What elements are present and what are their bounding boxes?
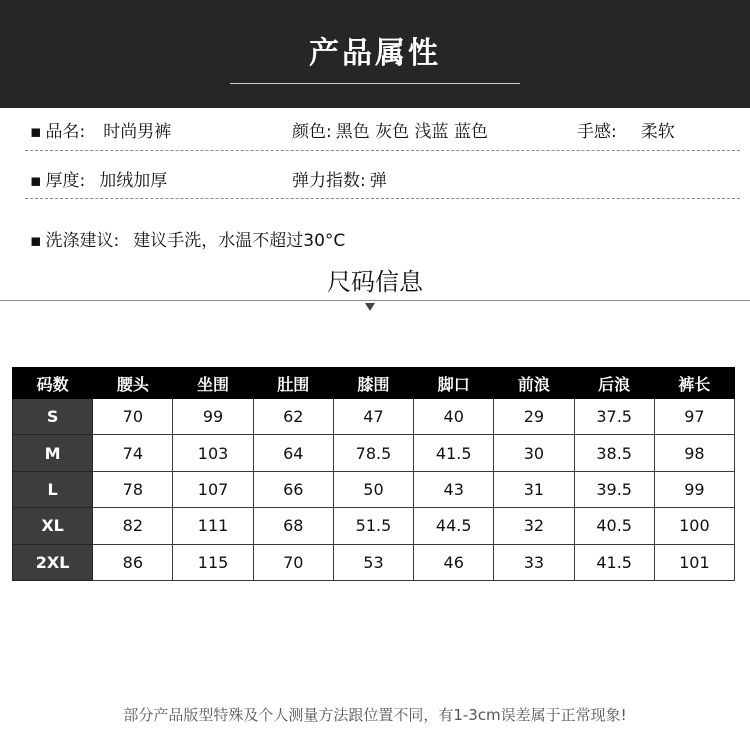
table-cell: 51.5 <box>333 508 413 544</box>
header-cell: 坐围 <box>173 368 253 399</box>
footer-note: 部分产品版型特殊及个人测量方法跟位置不同，有1-3cm误差属于正常现象! <box>123 706 627 724</box>
table-cell: 115 <box>173 544 253 580</box>
table-cell: 98 <box>654 435 734 471</box>
dashed-divider <box>25 150 740 151</box>
table-cell: 86 <box>93 544 173 580</box>
table-cell: 31 <box>494 471 574 507</box>
bullet-icon: ▪ <box>30 122 42 142</box>
attr-product-name <box>30 117 171 142</box>
size-section-title: 尺码信息 <box>327 268 423 296</box>
header-cell: 前浪 <box>494 368 574 399</box>
table-cell: 53 <box>333 544 413 580</box>
table-cell: 41.5 <box>414 435 494 471</box>
attr-label: 品名: <box>45 122 86 142</box>
table-cell: 64 <box>253 435 333 471</box>
header-cell: 膝围 <box>333 368 413 399</box>
dashed-divider <box>25 198 740 199</box>
table-cell: 97 <box>654 399 734 435</box>
attr-label: 厚度: <box>45 171 86 191</box>
attr-label: 洗涤建议: <box>45 231 120 251</box>
table-cell: 74 <box>93 435 173 471</box>
table-cell: 29 <box>494 399 574 435</box>
header-cell: 腰头 <box>93 368 173 399</box>
attr-value: 建议手洗，水温不超过30°C <box>133 231 346 251</box>
table-row <box>13 508 735 544</box>
table-cell: 32 <box>494 508 574 544</box>
size-table-header <box>13 368 735 399</box>
attr-value: 黑色 灰色 浅蓝 蓝色 <box>335 122 488 142</box>
table-cell: 101 <box>654 544 734 580</box>
attr-elasticity <box>292 166 387 191</box>
table-cell: 44.5 <box>414 508 494 544</box>
table-cell: 46 <box>414 544 494 580</box>
table-cell: 62 <box>253 399 333 435</box>
table-cell: 47 <box>333 399 413 435</box>
attr-value: 弹 <box>369 171 387 191</box>
size-label-cell: S <box>13 399 93 435</box>
table-cell: 33 <box>494 544 574 580</box>
table-cell: 99 <box>654 471 734 507</box>
bullet-icon: ▪ <box>30 231 42 251</box>
table-cell: 43 <box>414 471 494 507</box>
table-cell: 41.5 <box>574 544 654 580</box>
attr-value: 时尚男裤 <box>103 122 172 142</box>
table-cell: 103 <box>173 435 253 471</box>
attr-label: 手感: <box>577 122 617 142</box>
table-cell: 70 <box>253 544 333 580</box>
header-cell: 码数 <box>13 368 93 399</box>
table-cell: 78 <box>93 471 173 507</box>
attr-label: 颜色: <box>292 122 332 142</box>
table-cell: 39.5 <box>574 471 654 507</box>
table-row <box>13 471 735 507</box>
table-cell: 78.5 <box>333 435 413 471</box>
section-divider <box>0 300 750 301</box>
size-table <box>12 367 735 581</box>
table-cell: 66 <box>253 471 333 507</box>
table-cell: 82 <box>93 508 173 544</box>
table-cell: 68 <box>253 508 333 544</box>
triangle-down-icon <box>365 303 375 311</box>
title-underline <box>230 83 520 84</box>
header-banner <box>0 0 750 108</box>
table-cell: 40.5 <box>574 508 654 544</box>
header-cell: 肚围 <box>253 368 333 399</box>
attr-label: 弹力指数: <box>292 171 366 191</box>
table-cell: 99 <box>173 399 253 435</box>
size-label-cell: XL <box>13 508 93 544</box>
header-cell: 后浪 <box>574 368 654 399</box>
attr-washing <box>30 226 345 251</box>
table-cell: 50 <box>333 471 413 507</box>
page-title: 产品属性 <box>309 36 441 71</box>
table-cell: 30 <box>494 435 574 471</box>
table-row <box>13 544 735 580</box>
header-cell: 裤长 <box>654 368 734 399</box>
attr-color <box>292 117 488 142</box>
table-cell: 111 <box>173 508 253 544</box>
attr-hand-feel <box>577 117 675 142</box>
size-label-cell: L <box>13 471 93 507</box>
attr-value: 加绒加厚 <box>99 171 168 191</box>
table-row <box>13 435 735 471</box>
table-row <box>13 399 735 435</box>
size-label-cell: 2XL <box>13 544 93 580</box>
bullet-icon: ▪ <box>30 171 42 191</box>
size-label-cell: M <box>13 435 93 471</box>
table-cell: 38.5 <box>574 435 654 471</box>
table-cell: 70 <box>93 399 173 435</box>
attr-thickness <box>30 166 167 191</box>
table-cell: 40 <box>414 399 494 435</box>
table-cell: 107 <box>173 471 253 507</box>
table-cell: 37.5 <box>574 399 654 435</box>
header-cell: 脚口 <box>414 368 494 399</box>
table-cell: 100 <box>654 508 734 544</box>
attr-value: 柔软 <box>640 122 675 142</box>
